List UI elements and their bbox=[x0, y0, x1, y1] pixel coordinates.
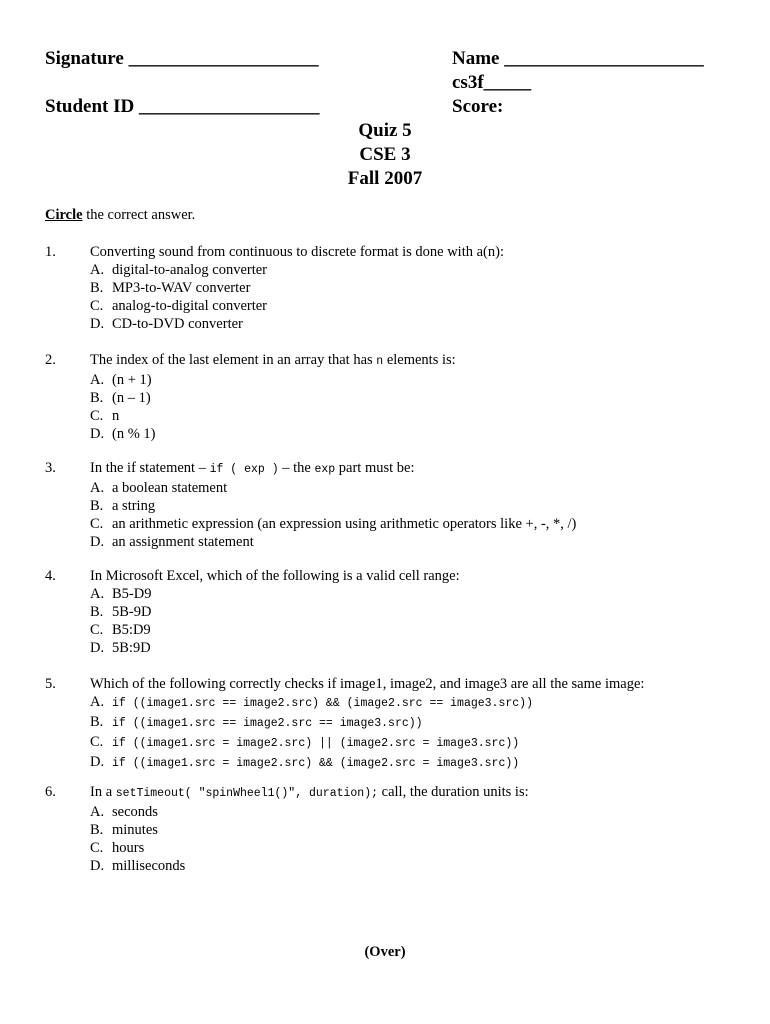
option-letter: B. bbox=[90, 280, 104, 296]
option-letter: B. bbox=[90, 390, 104, 406]
option-text: CD-to-DVD converter bbox=[112, 316, 243, 332]
option-a[interactable] bbox=[90, 371, 745, 389]
question-text-part: The index of the last element in an array that has bbox=[90, 352, 377, 368]
question-text: Converting sound from continuous to discrete format is done with a(n): bbox=[90, 244, 504, 260]
option-letter: C. bbox=[90, 622, 104, 638]
option-text: a boolean statement bbox=[112, 480, 228, 496]
name-field: Name _____________________ bbox=[452, 48, 704, 69]
question-text-part: In a bbox=[90, 784, 116, 800]
score-field: Score: bbox=[452, 96, 504, 117]
option-text: (n + 1) bbox=[112, 372, 152, 388]
option-letter: B. bbox=[90, 822, 104, 838]
option-text: B5-D9 bbox=[112, 586, 152, 602]
option-c[interactable] bbox=[90, 515, 745, 533]
option-b[interactable] bbox=[90, 279, 745, 297]
option-b[interactable] bbox=[90, 713, 745, 733]
option-text: hours bbox=[112, 840, 145, 856]
option-letter: D. bbox=[90, 858, 105, 874]
inline-code: n bbox=[376, 355, 384, 368]
inline-code: setTimeout( "spinWheel1()", duration); bbox=[115, 787, 379, 800]
option-text: (n – 1) bbox=[112, 390, 151, 406]
inline-code: exp bbox=[314, 463, 336, 476]
option-text: MP3-to-WAV converter bbox=[112, 280, 251, 296]
inline-code: if ( exp ) bbox=[209, 463, 279, 476]
option-a[interactable] bbox=[90, 479, 745, 497]
question-2 bbox=[45, 351, 745, 443]
question-text-part: call, the duration units is: bbox=[378, 784, 529, 800]
question-text-part: In the if statement – bbox=[90, 460, 210, 476]
option-c[interactable] bbox=[90, 733, 745, 753]
option-text: n bbox=[112, 408, 120, 424]
option-text: 5B:9D bbox=[112, 640, 151, 656]
option-c[interactable] bbox=[90, 621, 745, 639]
option-text: 5B-9D bbox=[112, 604, 152, 620]
option-letter: B. bbox=[90, 498, 104, 514]
option-letter: D. bbox=[90, 640, 105, 656]
question-number: 4. bbox=[45, 568, 56, 584]
question-3 bbox=[45, 459, 745, 551]
option-code: if ((image1.src = image2.src) || (image2.src = image3.src)) bbox=[112, 737, 520, 750]
option-letter: D. bbox=[90, 754, 105, 770]
course-title: CSE 3 bbox=[359, 144, 411, 165]
option-d[interactable] bbox=[90, 533, 745, 551]
option-letter: C. bbox=[90, 408, 104, 424]
question-1 bbox=[45, 243, 745, 333]
option-letter: A. bbox=[90, 586, 105, 602]
option-code: if ((image1.src = image2.src) && (image2.src = image3.src)) bbox=[112, 757, 520, 770]
option-text: milliseconds bbox=[112, 858, 186, 874]
question-text bbox=[90, 459, 745, 479]
question-text-part: part must be: bbox=[335, 460, 415, 476]
option-b[interactable] bbox=[90, 603, 745, 621]
option-code: if ((image1.src == image2.src) && (image2.src == image3.src)) bbox=[112, 697, 533, 710]
option-d[interactable] bbox=[90, 425, 745, 443]
option-letter: C. bbox=[90, 840, 104, 856]
question-number: 1. bbox=[45, 244, 56, 260]
option-b[interactable] bbox=[90, 821, 745, 839]
option-text: digital-to-analog converter bbox=[112, 262, 268, 278]
question-text: In Microsoft Excel, which of the following is a valid cell range: bbox=[90, 568, 460, 584]
option-c[interactable] bbox=[90, 839, 745, 857]
question-text-part: elements is: bbox=[383, 352, 456, 368]
question-6 bbox=[45, 783, 745, 875]
quiz-title: Quiz 5 bbox=[358, 120, 412, 141]
option-text: an assignment statement bbox=[112, 534, 254, 550]
option-c[interactable] bbox=[90, 407, 745, 425]
option-text: minutes bbox=[112, 822, 158, 838]
option-letter: D. bbox=[90, 316, 105, 332]
option-letter: A. bbox=[90, 372, 105, 388]
option-a[interactable] bbox=[90, 803, 745, 821]
option-letter: A. bbox=[90, 480, 105, 496]
option-b[interactable] bbox=[90, 389, 745, 407]
option-a[interactable] bbox=[90, 261, 745, 279]
option-text: (n % 1) bbox=[112, 426, 156, 442]
option-code: if ((image1.src == image2.src == image3.src)) bbox=[112, 717, 423, 730]
option-letter: A. bbox=[90, 262, 105, 278]
option-letter: C. bbox=[90, 516, 104, 532]
question-text-part: – the bbox=[278, 460, 315, 476]
option-text: seconds bbox=[112, 804, 158, 820]
question-number: 3. bbox=[45, 460, 56, 476]
over-note: (Over) bbox=[364, 944, 406, 960]
option-text: analog-to-digital converter bbox=[112, 298, 268, 314]
option-d[interactable] bbox=[90, 857, 745, 875]
term-title: Fall 2007 bbox=[347, 168, 423, 189]
option-d[interactable] bbox=[90, 639, 745, 657]
option-letter: A. bbox=[90, 804, 105, 820]
instructions bbox=[45, 206, 195, 224]
instructions-emphasis: Circle bbox=[45, 207, 83, 223]
option-a[interactable] bbox=[90, 693, 745, 713]
question-number: 5. bbox=[45, 676, 56, 692]
option-letter: D. bbox=[90, 534, 105, 550]
question-text bbox=[90, 351, 745, 371]
question-number: 6. bbox=[45, 784, 56, 800]
section-field: cs3f_____ bbox=[452, 72, 532, 93]
question-number: 2. bbox=[45, 352, 56, 368]
student-id-field: Student ID ___________________ bbox=[45, 96, 320, 117]
option-c[interactable] bbox=[90, 297, 745, 315]
option-b[interactable] bbox=[90, 497, 745, 515]
instructions-text: the correct answer. bbox=[82, 207, 196, 223]
option-letter: C. bbox=[90, 298, 104, 314]
question-5 bbox=[45, 675, 745, 773]
question-text bbox=[90, 783, 745, 803]
option-text: an arithmetic expression (an expression using arithmetic operators like +, -, *, /) bbox=[112, 516, 577, 532]
option-letter: D. bbox=[90, 426, 105, 442]
option-a[interactable] bbox=[90, 585, 745, 603]
question-4 bbox=[45, 567, 745, 657]
option-letter: B. bbox=[90, 604, 104, 620]
question-text: Which of the following correctly checks if image1, image2, and image3 are all the same image: bbox=[90, 676, 645, 692]
signature-field: Signature ____________________ bbox=[45, 48, 319, 69]
option-text: a string bbox=[112, 498, 156, 514]
option-d[interactable] bbox=[90, 315, 745, 333]
option-text: B5:D9 bbox=[112, 622, 151, 638]
option-d[interactable] bbox=[90, 753, 745, 773]
option-letter: A. bbox=[90, 694, 105, 710]
option-letter: B. bbox=[90, 714, 104, 730]
option-letter: C. bbox=[90, 734, 104, 750]
